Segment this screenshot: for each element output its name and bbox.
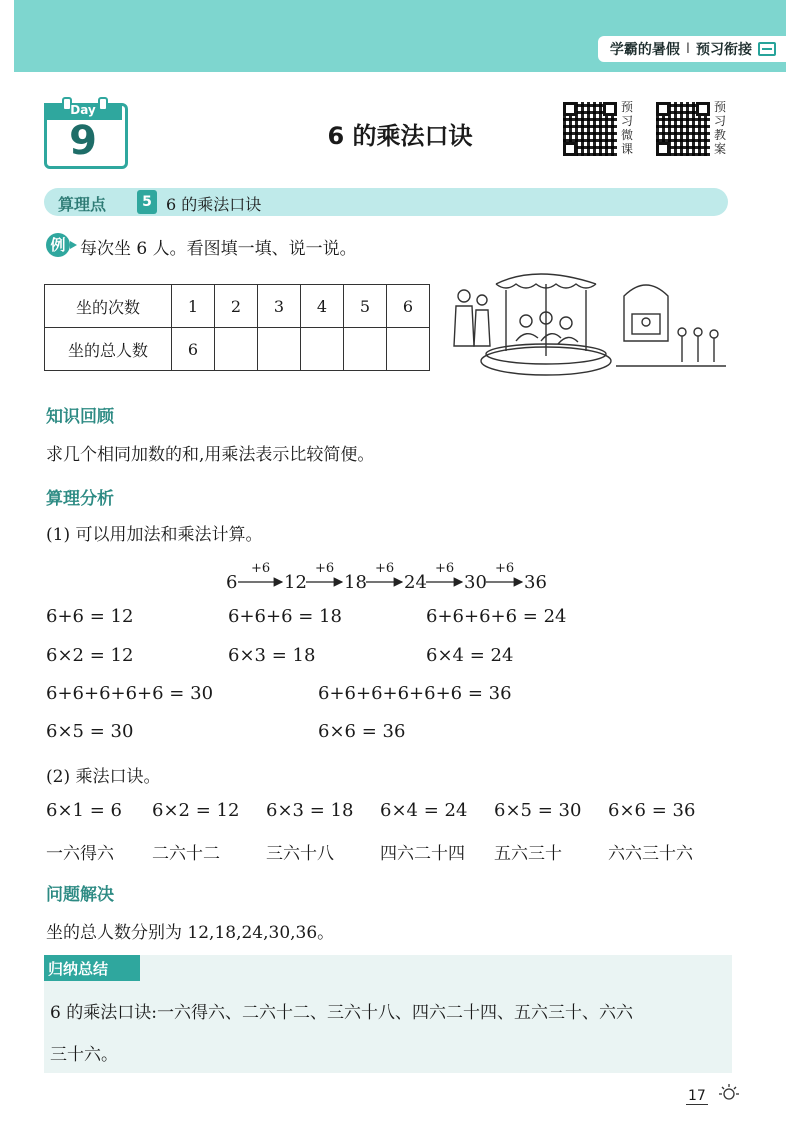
- table-cell: [301, 328, 344, 371]
- qr-code-micro-lesson[interactable]: [563, 102, 617, 156]
- chain-step-label: +6: [251, 561, 271, 576]
- ticket-booth-icon: [624, 285, 668, 341]
- person-icon: [458, 290, 470, 302]
- qr-caption-2: 预 习 教 案: [714, 100, 727, 156]
- chain-number: 18: [344, 572, 367, 593]
- carousel-illustration: [446, 266, 728, 386]
- chain-step-label: +6: [375, 561, 395, 576]
- product: 6×3 = 18: [266, 800, 354, 821]
- rhyme: 四六二十四: [380, 844, 465, 864]
- chain-number: 24: [404, 572, 427, 593]
- equation: 6×4 = 24: [426, 645, 514, 666]
- person-icon: [710, 330, 718, 338]
- chain-step-label: +6: [435, 561, 455, 576]
- chain-number: 36: [524, 572, 547, 593]
- example-badge: 例: [46, 233, 70, 257]
- section-number: 5: [137, 190, 157, 214]
- chain-number: 12: [284, 572, 307, 593]
- table-cell: 1: [172, 285, 215, 328]
- chain-number: 6: [226, 572, 238, 593]
- product: 6×4 = 24: [380, 800, 468, 821]
- series-subtitle: 预习衔接: [696, 42, 752, 58]
- day-label: Day: [70, 103, 96, 117]
- rhyme: 三六十八: [266, 844, 334, 864]
- summary-tag-label: 归纳总结: [48, 960, 109, 978]
- section-title: 6 的乘法口诀: [166, 195, 262, 214]
- equation: 6+6 = 12: [46, 606, 134, 627]
- chain-number: 30: [464, 572, 487, 593]
- chain-step-label: +6: [315, 561, 335, 576]
- sun-icon: [716, 1082, 742, 1104]
- addition-chain: [226, 558, 566, 598]
- table-row: [45, 285, 430, 328]
- table-cell: 3: [258, 285, 301, 328]
- chain-step-label: +6: [495, 561, 515, 576]
- equation: 6×3 = 18: [228, 645, 316, 666]
- rhyme: 二六十二: [152, 844, 220, 864]
- person-icon: [694, 328, 702, 336]
- equation: 6×6 = 36: [318, 721, 406, 742]
- table-cell: 4: [301, 285, 344, 328]
- table-row: [45, 328, 430, 371]
- table-cell: 2: [215, 285, 258, 328]
- series-label: [598, 36, 786, 62]
- equation: 6×2 = 12: [46, 645, 134, 666]
- summary-text: [50, 992, 726, 1076]
- equation: 6+6+6+6+6 = 30: [46, 683, 214, 704]
- section-label: 算理点: [58, 195, 107, 214]
- product: 6×5 = 30: [494, 800, 582, 821]
- analysis-part2: (2) 乘法口诀。: [46, 767, 161, 787]
- equation: 6+6+6+6 = 24: [426, 606, 567, 627]
- book-icon: [758, 42, 776, 56]
- review-heading: 知识回顾: [46, 407, 114, 427]
- table-cell: [258, 328, 301, 371]
- product: 6×1 = 6: [46, 800, 122, 821]
- analysis-part1: (1) 可以用加法和乘法计算。: [46, 525, 263, 545]
- equation: 6+6+6 = 18: [228, 606, 342, 627]
- solution-text: 坐的总人数分别为 12,18,24,30,36。: [46, 923, 335, 943]
- table-cell: [215, 328, 258, 371]
- series-separator: I: [685, 41, 690, 57]
- person-icon: [477, 295, 487, 305]
- table-row-header: 坐的次数: [45, 285, 172, 328]
- example-text: 每次坐 6 人。看图填一填、说一说。: [80, 239, 357, 259]
- carousel-roof-icon: [496, 274, 596, 284]
- day-number: 9: [69, 118, 97, 164]
- qr-code-lesson-plan[interactable]: [656, 102, 710, 156]
- product: 6×2 = 12: [152, 800, 240, 821]
- table-cell: 5: [344, 285, 387, 328]
- product: 6×6 = 36: [608, 800, 696, 821]
- page-title: 6 的乘法口诀: [327, 122, 473, 150]
- page-number: 17: [688, 1088, 706, 1104]
- analysis-heading: 算理分析: [46, 489, 114, 509]
- qr-caption-1: 预 习 微 课: [621, 100, 634, 156]
- series-title: 学霸的暑假: [609, 42, 680, 58]
- table-row-header: 坐的总人数: [45, 328, 172, 371]
- rides-table: [44, 284, 430, 371]
- table-cell: 6: [387, 285, 430, 328]
- review-text: 求几个相同加数的和,用乘法表示比较简便。: [46, 445, 375, 465]
- person-icon: [678, 328, 686, 336]
- rhyme: 六六三十六: [608, 844, 693, 864]
- equation: 6+6+6+6+6+6 = 36: [318, 683, 512, 704]
- table-cell: 6: [172, 328, 215, 371]
- equation: 6×5 = 30: [46, 721, 134, 742]
- solution-heading: 问题解决: [46, 885, 114, 905]
- table-cell: [387, 328, 430, 371]
- rhyme: 五六三十: [494, 844, 562, 864]
- summary-line: 三十六。: [50, 1045, 118, 1065]
- table-cell: [344, 328, 387, 371]
- summary-line: 6 的乘法口诀:一六得六、二六十二、三六十八、四六二十四、五六三十、六六: [50, 1003, 633, 1023]
- rhyme: 一六得六: [46, 844, 114, 864]
